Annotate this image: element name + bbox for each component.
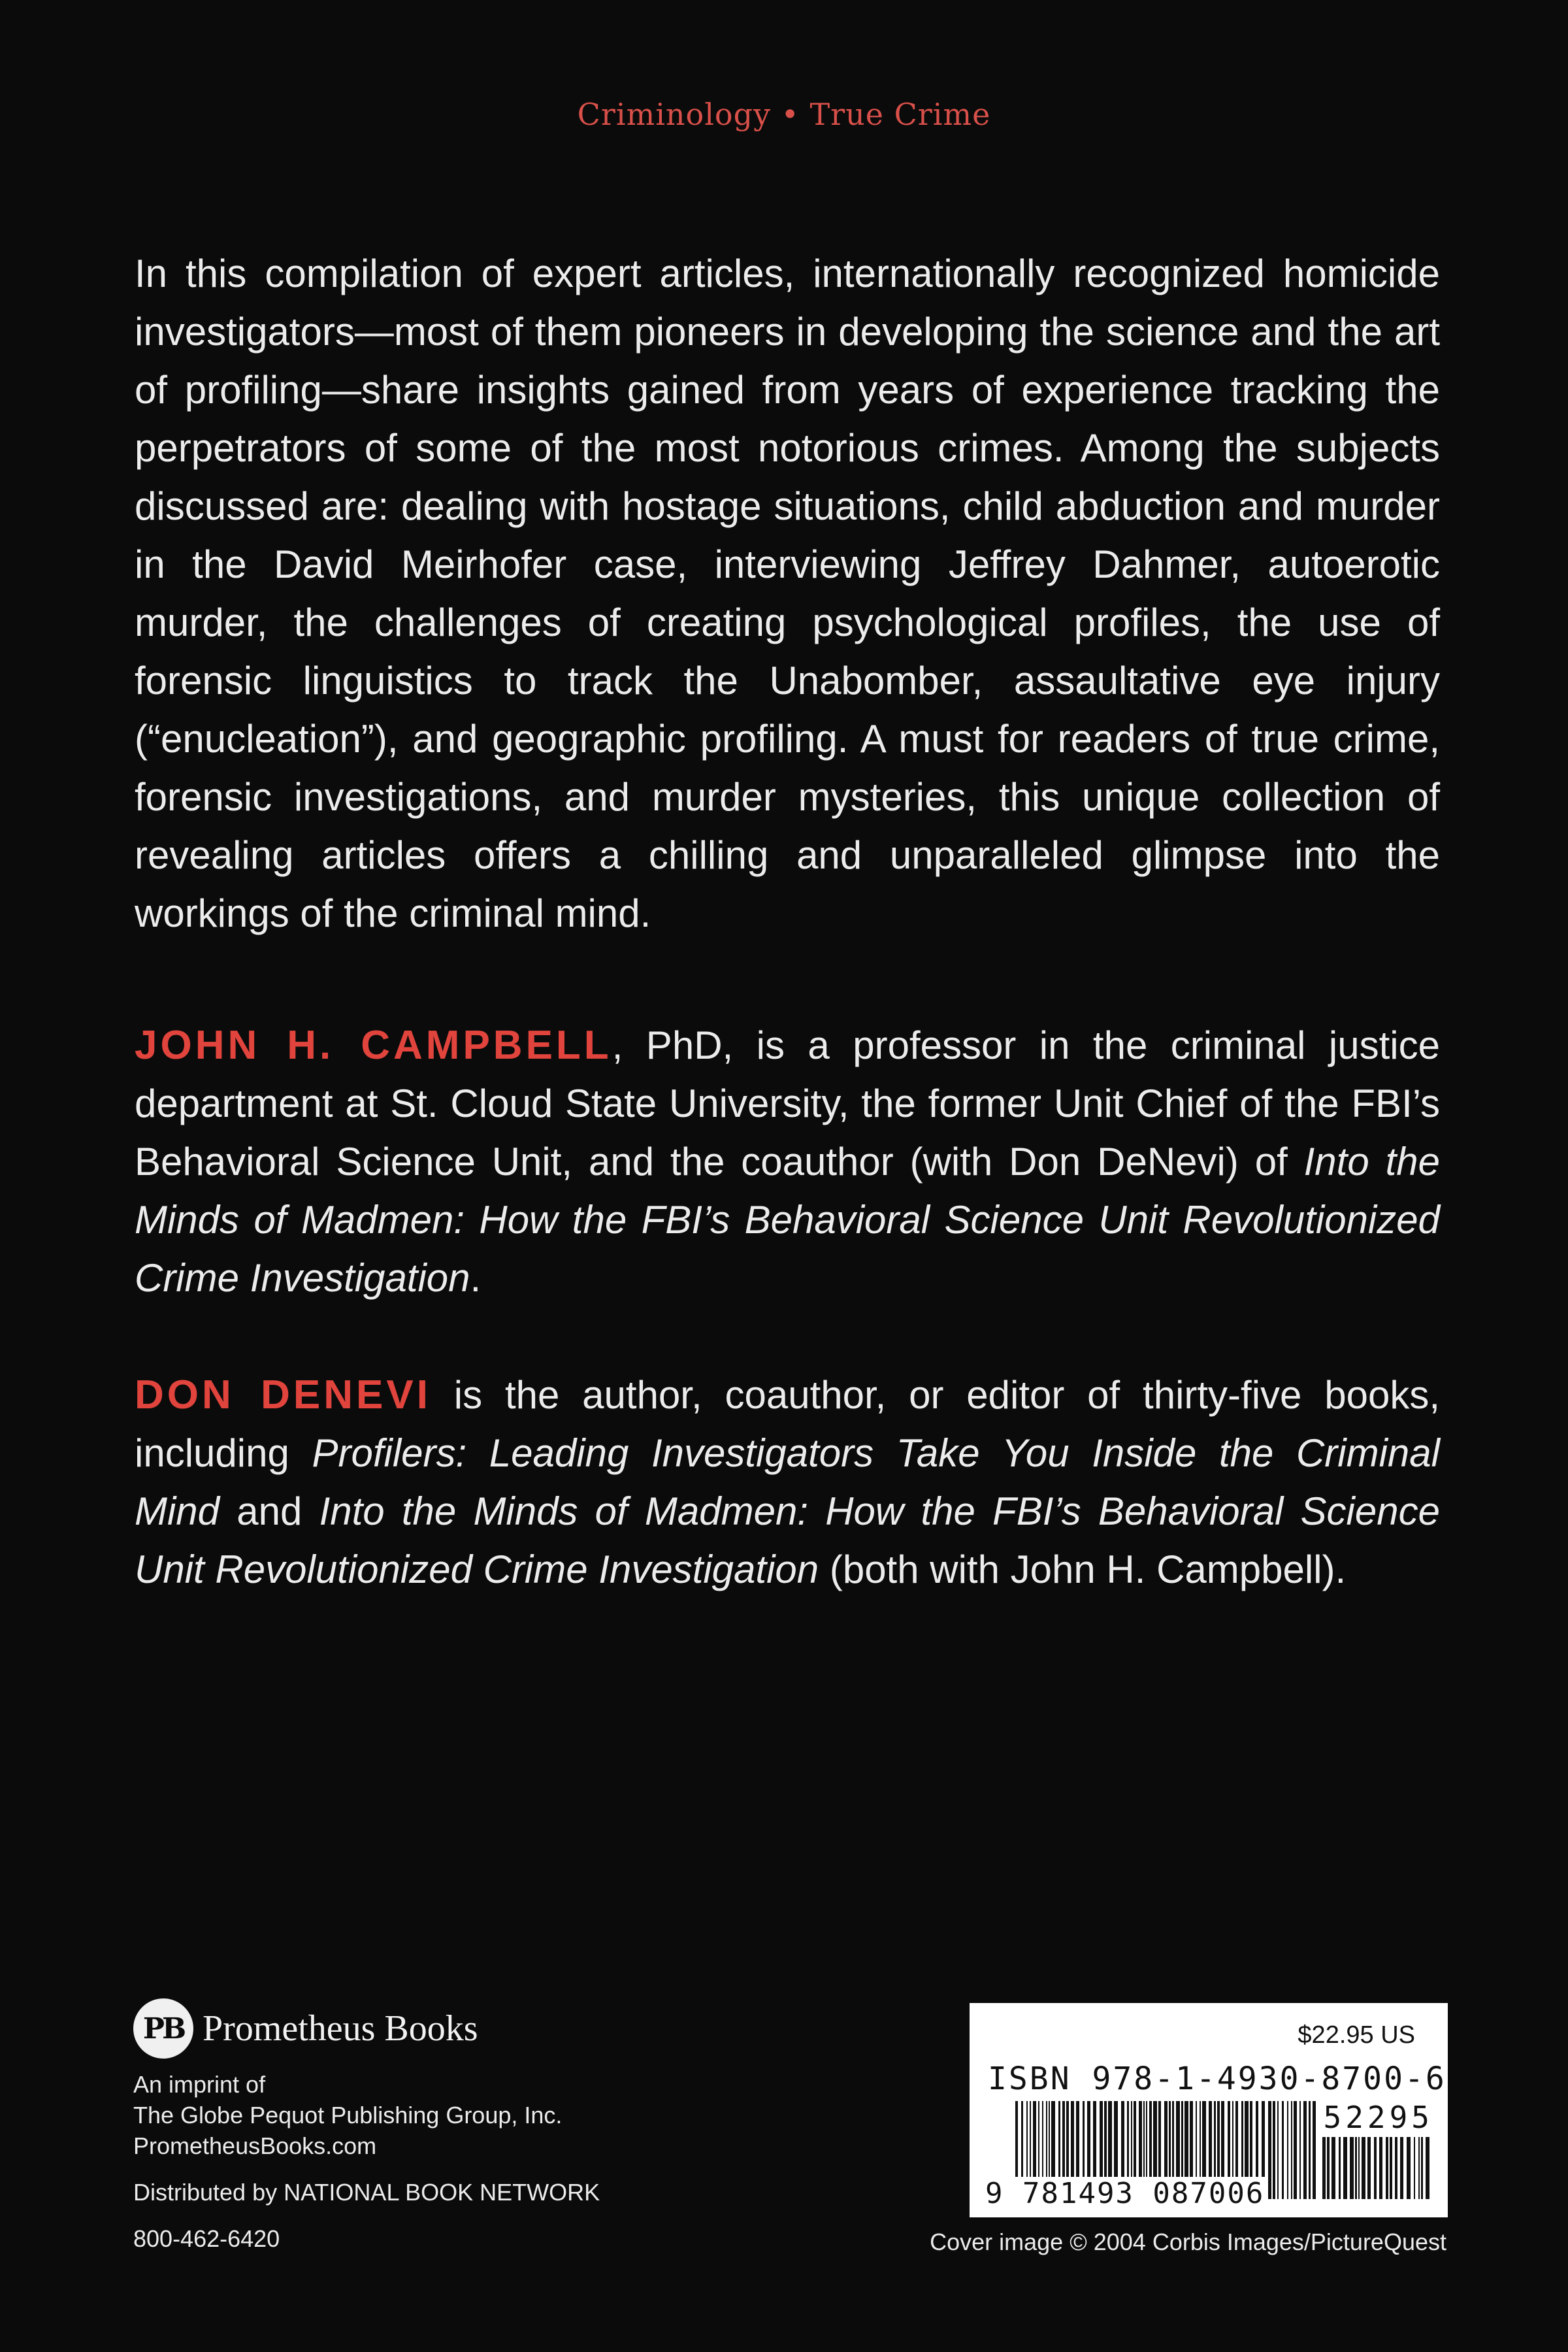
barcode-stripe — [1367, 2137, 1371, 2199]
barcode-stripe — [1343, 2137, 1347, 2199]
barcode-stripe — [1273, 2101, 1275, 2199]
barcode-stripe — [1426, 2137, 1429, 2199]
barcode-stripe — [1395, 2137, 1397, 2199]
isbn-number: ISBN 978-1-4930-8700-6 — [988, 2061, 1446, 2097]
addon-digits: 52295 — [1323, 2100, 1433, 2135]
barcode-stripe — [1374, 2137, 1377, 2199]
publisher-phone: 800-462-6420 — [133, 2225, 280, 2252]
barcode-stripe — [1294, 2101, 1297, 2199]
barcode-stripe — [1390, 2137, 1392, 2199]
barcode-stripe — [1350, 2137, 1354, 2199]
category-label: Criminology • True Crime — [577, 97, 991, 132]
publishing-group: The Globe Pequot Publishing Group, Inc. — [133, 2102, 563, 2128]
barcode-stripe — [1339, 2137, 1341, 2199]
distributor: Distributed by NATIONAL BOOK NETWORK — [133, 2179, 600, 2206]
barcode-stripe — [1400, 2137, 1403, 2199]
bio-text: . — [470, 1256, 482, 1300]
barcode-stripe — [1282, 2101, 1284, 2199]
barcode-stripe — [1313, 2101, 1316, 2199]
pb-logo-icon: PB — [133, 1998, 193, 2059]
bio-text: (both with John H. Campbell). — [819, 1548, 1347, 1591]
bio-text: is the author, coauthor, or editor of thirty-five books, including — [135, 1373, 1440, 1475]
barcode-stripe — [1309, 2101, 1311, 2199]
barcode-stripe — [1299, 2101, 1301, 2199]
publisher-logo — [133, 1998, 478, 2059]
publisher-website: PrometheusBooks.com — [133, 2132, 377, 2159]
imprint-line: An imprint of — [133, 2071, 266, 2098]
author-name: JOHN H. CAMPBELL — [135, 1023, 612, 1068]
barcode-stripe — [1421, 2137, 1423, 2199]
barcode-stripe — [1303, 2101, 1307, 2199]
cover-image-credit: Cover image © 2004 Corbis Images/PictureQuest — [930, 2228, 1446, 2255]
price: $22.95 US — [1298, 2021, 1415, 2049]
publisher-name: Prometheus Books — [203, 2008, 478, 2049]
barcode-stripe — [1268, 2101, 1271, 2199]
barcode-stripe — [1358, 2137, 1360, 2199]
barcode-stripe — [1277, 2101, 1279, 2199]
barcode-stripe — [1327, 2137, 1330, 2199]
addon-barcode — [1322, 2137, 1433, 2199]
barcode-stripe — [1331, 2137, 1335, 2199]
author-name: DON DENEVI — [135, 1372, 431, 1417]
book-description: In this compilation of expert articles, internationally recognized homicide investigators—most of them pioneers in developing the science and the art of profiling—share insights gained from years of experience tracking the perpetrators of some of the most notorious crimes. Among the subjects discussed are: dealing with hostage situations, child abduction and murder in the David Meirhofer case, interviewing Jeffrey Dahmer, autoerotic murder, the challenges of creating psychological profiles, the use of forensic linguistics to track the Unabomber, assaultative eye injury (“enucleation”), and geographic profiling. A must for readers of true crime, forensic investigations, and murder mysteries, this unique collection of revealing articles offers a chilling and unparalleled glimpse into the workings of the criminal mind. — [135, 252, 1440, 935]
barcode-stripe — [1407, 2137, 1411, 2199]
barcode-stripe — [1322, 2137, 1326, 2199]
barcode-stripe — [1379, 2137, 1382, 2199]
barcode-stripe — [1362, 2137, 1365, 2199]
barcode-stripe — [1287, 2101, 1288, 2199]
book-title: Profilers: Leading Investigators Take You Inside the Criminal Mind — [135, 1431, 1440, 1533]
barcode-panel — [970, 2003, 1448, 2217]
ean-digits: 9 781493 087006 — [983, 2177, 1267, 2210]
barcode-stripe — [1355, 2137, 1357, 2199]
author-bio-campbell — [135, 1016, 1440, 1307]
barcode-stripe — [1291, 2101, 1292, 2199]
barcode-stripe — [1414, 2137, 1415, 2199]
barcode-stripe — [1386, 2137, 1388, 2199]
publisher-info — [133, 1998, 600, 2254]
book-title: Into the Minds of Madmen: How the FBI’s Behavioral Science Unit Revolutionized Crime Investigation — [135, 1140, 1441, 1300]
author-bio-denevi — [135, 1366, 1440, 1598]
book-title: Into the Minds of Madmen: How the FBI’s Behavioral Science Unit Revolutionized Crime Investigation — [135, 1489, 1440, 1591]
barcode-stripe — [1418, 2137, 1420, 2199]
bio-text: and — [220, 1489, 319, 1533]
bio-text: , PhD, is a professor in the criminal justice department at St. Cloud State University, the former Unit Chief of the FBI’s Behavioral Science Unit, and the coauthor (with Don DeNevi) of — [135, 1023, 1440, 1184]
